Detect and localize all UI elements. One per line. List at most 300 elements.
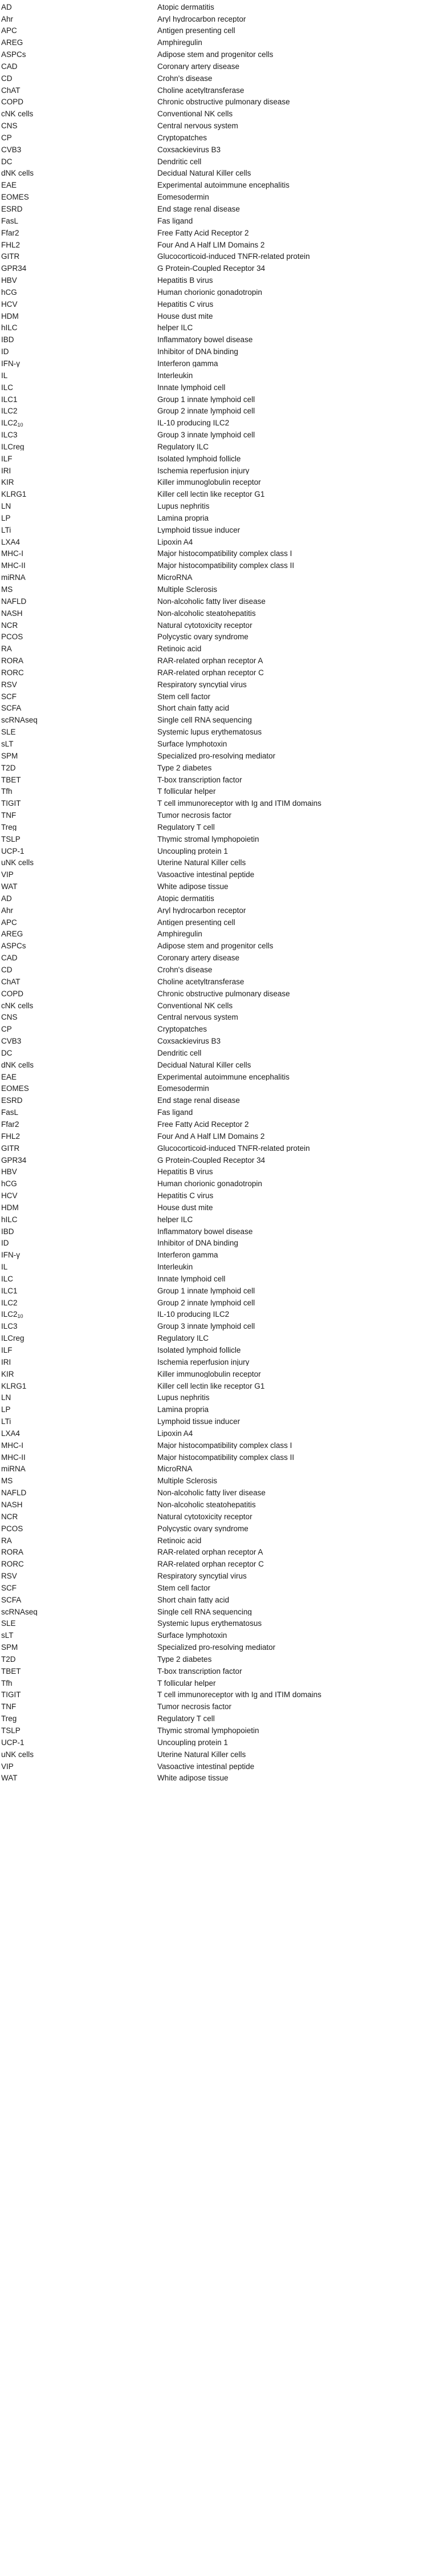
abbreviation-text: Ahr <box>1 906 14 915</box>
abbreviation-text: LN <box>1 502 11 510</box>
definition-cell: T cell immunoreceptor with Ig and ITIM domains <box>157 800 321 808</box>
table-row <box>0 1523 440 1535</box>
table-row <box>0 1000 440 1012</box>
definition-cell: Free Fatty Acid Receptor 2 <box>157 1120 249 1129</box>
table-row <box>0 679 440 691</box>
abbreviation-text: RSV <box>1 1572 17 1580</box>
table-row <box>0 1380 440 1392</box>
definition-cell: Lupus nephritis <box>157 502 210 510</box>
abbreviation-text: CAD <box>1 62 18 71</box>
abbreviation-cell <box>0 907 157 915</box>
definition-cell: Inhibitor of DNA binding <box>157 1239 238 1247</box>
table-row <box>0 1677 440 1689</box>
abbreviation-cell <box>0 1323 157 1330</box>
definition-cell: Lamina propria <box>157 514 209 522</box>
table-row <box>0 786 440 798</box>
definition-cell: Major histocompatibility complex class II <box>157 562 295 570</box>
definition-cell: Interferon gamma <box>157 1251 218 1259</box>
abbreviation-text: HCV <box>1 300 18 309</box>
table-row <box>0 1047 440 1059</box>
definition-cell: Dendritic cell <box>157 1049 202 1057</box>
abbreviation-text: ILF <box>1 455 13 463</box>
abbreviation-text: ASPCs <box>1 942 26 950</box>
table-row <box>0 1713 440 1725</box>
abbreviation-cell <box>0 146 157 154</box>
table-row <box>0 1499 440 1511</box>
table-row <box>0 132 440 144</box>
abbreviation-text: IBD <box>1 1227 14 1236</box>
definition-cell: Isolated lymphoid follicle <box>157 455 241 463</box>
abbreviation-cell <box>0 669 157 677</box>
abbreviation-text: ILC2 <box>1 1311 18 1319</box>
abbreviation-cell <box>0 1133 157 1141</box>
abbreviation-cell <box>0 1715 157 1723</box>
abbreviation-text: CVB3 <box>1 1037 22 1045</box>
abbreviation-text: NASH <box>1 609 23 618</box>
abbreviation-cell <box>0 63 157 71</box>
abbreviation-text: hCG <box>1 288 17 297</box>
definition-cell: Group 3 innate lymphoid cell <box>157 1323 255 1330</box>
abbreviation-cell <box>0 301 157 309</box>
table-row <box>0 1356 440 1368</box>
abbreviation-cell <box>0 1501 157 1509</box>
abbreviation-subscript: 10 <box>17 422 23 427</box>
abbreviation-cell <box>0 1145 157 1153</box>
abbreviation-text: FasL <box>1 1109 19 1117</box>
abbreviation-text: MHC-I <box>1 550 23 558</box>
abbreviation-text: NCR <box>1 621 18 630</box>
table-row <box>0 1333 440 1345</box>
definition-cell: Interferon gamma <box>157 359 218 368</box>
abbreviation-cell <box>0 1430 157 1438</box>
abbreviation-cell <box>0 562 157 570</box>
abbreviation-text: ESRD <box>1 205 23 213</box>
abbreviation-cell <box>0 324 157 332</box>
abbreviation-cell <box>0 1620 157 1628</box>
abbreviation-cell <box>0 895 157 903</box>
table-row <box>0 774 440 786</box>
table-row <box>0 1154 440 1166</box>
table-row <box>0 1451 440 1463</box>
abbreviation-text: T2D <box>1 764 16 772</box>
abbreviation-text: MHC-I <box>1 1441 23 1450</box>
abbreviation-cell <box>0 229 157 237</box>
abbreviation-cell <box>0 514 157 522</box>
abbreviation-cell <box>0 1275 157 1283</box>
abbreviation-text: SPM <box>1 752 18 760</box>
definition-cell: Eomesodermin <box>157 193 209 201</box>
abbreviation-cell <box>0 610 157 618</box>
abbreviation-text: ASPCs <box>1 51 26 59</box>
definition-cell: Lupus nephritis <box>157 1394 210 1402</box>
abbreviation-text: Tfh <box>1 1679 13 1687</box>
abbreviation-cell <box>0 122 157 130</box>
table-row <box>0 1559 440 1571</box>
definition-cell: Group 2 innate lymphoid cell <box>157 407 255 415</box>
table-row <box>0 1142 440 1154</box>
definition-cell: Group 1 innate lymphoid cell <box>157 395 255 404</box>
definition-cell: Hepatitis C virus <box>157 1192 214 1200</box>
definition-cell: Ischemia reperfusion injury <box>157 466 250 475</box>
definition-cell: Free Fatty Acid Receptor 2 <box>157 229 249 237</box>
table-row <box>0 334 440 346</box>
abbreviation-cell <box>0 1513 157 1521</box>
abbreviation-text: PCOS <box>1 633 23 641</box>
abbreviation-text: ILC2 <box>1 407 18 415</box>
abbreviation-text: ChAT <box>1 86 21 95</box>
abbreviation-cell <box>0 1061 157 1069</box>
abbreviation-text: CD <box>1 966 13 974</box>
abbreviation-cell <box>0 419 157 427</box>
abbreviation-cell <box>0 883 157 891</box>
abbreviation-cell <box>0 728 157 736</box>
table-row <box>0 1725 440 1737</box>
abbreviation-cell <box>0 1097 157 1105</box>
definition-cell: Lipoxin A4 <box>157 1429 193 1438</box>
abbreviation-text: ILC3 <box>1 431 18 439</box>
definition-cell: Major histocompatibility complex class I <box>157 550 292 558</box>
abbreviation-text: AREG <box>1 930 23 938</box>
abbreviation-cell <box>0 3 157 11</box>
abbreviation-cell <box>0 1216 157 1224</box>
table-row <box>0 631 440 643</box>
definition-cell: Lipoxin A4 <box>157 538 193 546</box>
abbreviation-cell <box>0 181 157 189</box>
definition-cell: Systemic lupus erythematosus <box>157 1620 262 1628</box>
abbreviation-cell <box>0 443 157 451</box>
definition-cell: Lymphoid tissue inducer <box>157 1418 241 1426</box>
abbreviation-cell <box>0 1370 157 1378</box>
definition-cell: Regulatory T cell <box>157 1715 215 1723</box>
definition-cell: Decidual Natural Killer cells <box>157 1061 251 1069</box>
table-row <box>0 251 440 263</box>
table-row <box>0 988 440 1000</box>
abbreviation-text: WAT <box>1 883 18 891</box>
table-row <box>0 1570 440 1582</box>
abbreviation-text: SLE <box>1 1620 16 1628</box>
table-row <box>0 405 440 417</box>
abbreviation-text: EAE <box>1 181 17 189</box>
definition-cell: Vasoactive intestinal peptide <box>157 1762 255 1771</box>
table-row <box>0 1547 440 1559</box>
abbreviation-text: ILC2 <box>1 1299 18 1307</box>
abbreviation-cell <box>0 800 157 808</box>
abbreviation-text: scRNAseq <box>1 716 38 724</box>
definition-cell: Four And A Half LIM Domains 2 <box>157 241 265 249</box>
abbreviation-text: LN <box>1 1394 11 1402</box>
definition-cell: Multiple Sclerosis <box>157 586 218 594</box>
table-row <box>0 524 440 536</box>
abbreviation-cell <box>0 764 157 772</box>
abbreviation-cell <box>0 526 157 534</box>
abbreviation-table-repeat <box>0 893 440 1784</box>
definition-cell: Thymic stromal lymphopoietin <box>157 835 259 843</box>
table-row <box>0 940 440 952</box>
abbreviation-cell <box>0 1406 157 1414</box>
table-row <box>0 72 440 84</box>
abbreviation-cell <box>0 1774 157 1782</box>
table-row <box>0 1285 440 1297</box>
table-row <box>0 48 440 60</box>
definition-cell: Amphiregulin <box>157 930 202 938</box>
table-row <box>0 500 440 512</box>
definition-cell: Stem cell factor <box>157 692 211 701</box>
table-row <box>0 1368 440 1380</box>
abbreviation-text: SPM <box>1 1644 18 1652</box>
table-row <box>0 904 440 916</box>
table-row <box>0 1427 440 1439</box>
definition-cell: Surface lymphotoxin <box>157 1632 227 1640</box>
abbreviation-cell <box>0 1180 157 1188</box>
abbreviation-cell <box>0 538 157 546</box>
abbreviation-text: LXA4 <box>1 1429 21 1438</box>
definition-cell: Thymic stromal lymphopoietin <box>157 1727 259 1735</box>
table-row <box>0 1309 440 1321</box>
table-row <box>0 1594 440 1606</box>
abbreviation-cell <box>0 752 157 760</box>
definition-cell: White adipose tissue <box>157 883 229 891</box>
abbreviation-text: ILC1 <box>1 1287 18 1295</box>
table-row <box>0 286 440 298</box>
table-row <box>0 916 440 928</box>
table-row <box>0 1238 440 1250</box>
abbreviation-text: NAFLD <box>1 597 27 606</box>
abbreviation-cell <box>0 169 157 177</box>
abbreviation-text: ID <box>1 1239 9 1247</box>
abbreviation-text: RORA <box>1 657 24 665</box>
definition-cell: IL-10 producing ILC2 <box>157 1311 230 1319</box>
table-row <box>0 1463 440 1475</box>
abbreviation-cell <box>0 1703 157 1711</box>
table-row <box>0 548 440 560</box>
abbreviation-text: HBV <box>1 1168 17 1176</box>
abbreviation-cell <box>0 693 157 701</box>
table-row <box>0 1118 440 1130</box>
definition-cell: End stage renal disease <box>157 1097 240 1105</box>
abbreviation-text: TNF <box>1 1703 17 1711</box>
definition-cell: Conventional NK cells <box>157 110 233 118</box>
abbreviation-cell <box>0 1394 157 1402</box>
abbreviation-cell <box>0 1644 157 1652</box>
definition-cell: Fas ligand <box>157 1109 193 1117</box>
table-row <box>0 667 440 679</box>
abbreviation-cell <box>0 1691 157 1699</box>
abbreviation-cell <box>0 289 157 297</box>
abbreviation-cell <box>0 1668 157 1676</box>
definition-cell: Human chorionic gonadotropin <box>157 1180 262 1188</box>
definition-cell: Retinoic acid <box>157 645 202 653</box>
abbreviation-text: NCR <box>1 1512 18 1521</box>
definition-cell: Adipose stem and progenitor cells <box>157 51 274 59</box>
abbreviation-text: SCFA <box>1 704 22 712</box>
abbreviation-text: hILC <box>1 1215 18 1224</box>
abbreviation-cell <box>0 1334 157 1342</box>
abbreviation-cell <box>0 1263 157 1271</box>
table-row <box>0 619 440 631</box>
abbreviation-cell <box>0 930 157 938</box>
table-row <box>0 1653 440 1665</box>
abbreviation-cell <box>0 1025 157 1033</box>
definition-cell: Crohn's disease <box>157 74 213 83</box>
abbreviation-text: VIP <box>1 871 14 879</box>
definition-cell: Uterine Natural Killer cells <box>157 859 246 867</box>
abbreviation-cell <box>0 942 157 950</box>
table-row <box>0 643 440 655</box>
abbreviation-text: ILCreg <box>1 1334 25 1342</box>
abbreviation-text: DC <box>1 157 13 166</box>
definition-cell: Group 3 innate lymphoid cell <box>157 431 255 439</box>
table-row <box>0 1630 440 1642</box>
abbreviation-text: Treg <box>1 823 17 831</box>
table-row <box>0 382 440 394</box>
definition-cell: Atopic dermatitis <box>157 3 214 11</box>
abbreviation-cell <box>0 1596 157 1604</box>
abbreviation-cell <box>0 1168 157 1176</box>
abbreviation-cell <box>0 1418 157 1426</box>
abbreviation-text: RA <box>1 1536 12 1545</box>
table-row <box>0 1024 440 1036</box>
table-row <box>0 583 440 595</box>
table-row <box>0 1226 440 1238</box>
definition-cell: Experimental autoimmune encephalitis <box>157 181 290 189</box>
table-row <box>0 274 440 286</box>
abbreviation-cell <box>0 704 157 712</box>
abbreviation-cell <box>0 277 157 285</box>
table-row <box>0 1475 440 1487</box>
abbreviation-cell <box>0 205 157 213</box>
table-row <box>0 1059 440 1071</box>
abbreviation-text: TSLP <box>1 835 21 843</box>
table-row <box>0 750 440 762</box>
table-row <box>0 607 440 619</box>
abbreviation-text: TBET <box>1 776 21 784</box>
abbreviation-cell <box>0 657 157 665</box>
table-row <box>0 370 440 382</box>
abbreviation-text: Ffar2 <box>1 229 19 237</box>
abbreviation-text: cNK cells <box>1 110 34 118</box>
table-row <box>0 192 440 204</box>
definition-cell: Coronary artery disease <box>157 62 240 71</box>
abbreviation-cell <box>0 871 157 879</box>
abbreviation-cell <box>0 253 157 261</box>
abbreviation-cell <box>0 990 157 998</box>
abbreviation-text: CP <box>1 1025 12 1033</box>
table-row <box>0 1250 440 1261</box>
definition-cell: Human chorionic gonadotropin <box>157 288 262 297</box>
table-row <box>0 1071 440 1083</box>
abbreviation-cell <box>0 1584 157 1592</box>
abbreviation-cell <box>0 490 157 498</box>
definition-cell: Dendritic cell <box>157 157 202 166</box>
definition-cell: Lamina propria <box>157 1406 209 1414</box>
abbreviation-cell <box>0 1121 157 1129</box>
abbreviation-cell <box>0 823 157 831</box>
abbreviation-text: hILC <box>1 324 18 332</box>
table-row <box>0 715 440 727</box>
definition-cell: Inflammatory bowel disease <box>157 1227 253 1236</box>
abbreviation-cell <box>0 1192 157 1200</box>
table-row <box>0 893 440 904</box>
abbreviation-text: PCOS <box>1 1524 23 1533</box>
table-row <box>0 322 440 334</box>
abbreviation-cell <box>0 978 157 986</box>
abbreviation-text: CP <box>1 133 12 142</box>
definition-cell: helper ILC <box>157 1215 193 1224</box>
abbreviation-text: CAD <box>1 954 18 962</box>
table-row <box>0 1535 440 1547</box>
table-row <box>0 477 440 489</box>
definition-cell: Innate lymphoid cell <box>157 383 226 392</box>
abbreviation-text: sLT <box>1 1632 14 1640</box>
table-row <box>0 845 440 857</box>
definition-cell: Major histocompatibility complex class II <box>157 1453 295 1462</box>
definition-cell: Killer immunoglobulin receptor <box>157 1370 261 1378</box>
definition-cell: MicroRNA <box>157 574 193 582</box>
abbreviation-cell <box>0 502 157 510</box>
table-row <box>0 168 440 180</box>
abbreviation-text: ILC <box>1 383 14 392</box>
table-row <box>0 108 440 120</box>
abbreviation-text: MHC-II <box>1 1453 26 1462</box>
abbreviation-cell <box>0 1002 157 1010</box>
definition-cell: Non-alcoholic fatty liver disease <box>157 597 266 606</box>
definition-cell: Choline acetyltransferase <box>157 86 245 95</box>
table-row <box>0 25 440 37</box>
abbreviation-text: uNK cells <box>1 859 34 867</box>
definition-cell: Fas ligand <box>157 217 193 225</box>
abbreviation-cell <box>0 467 157 475</box>
abbreviation-text: COPD <box>1 98 24 106</box>
table-row <box>0 298 440 310</box>
table-row <box>0 1404 440 1416</box>
abbreviation-text: GITR <box>1 1144 20 1153</box>
abbreviation-text: IBD <box>1 336 14 344</box>
abbreviation-cell <box>0 1560 157 1568</box>
abbreviation-cell <box>0 954 157 962</box>
abbreviation-text: cNK cells <box>1 1001 34 1010</box>
definition-cell: MicroRNA <box>157 1465 193 1473</box>
abbreviation-text: uNK cells <box>1 1750 34 1759</box>
definition-cell: Specialized pro-resolving mediator <box>157 752 276 760</box>
abbreviation-text: Ahr <box>1 15 14 23</box>
definition-cell: Uterine Natural Killer cells <box>157 1750 246 1759</box>
abbreviation-cell <box>0 1049 157 1057</box>
abbreviation-cell <box>0 1358 157 1366</box>
definition-cell: Short chain fatty acid <box>157 704 230 712</box>
table-row <box>0 1511 440 1523</box>
abbreviation-text: TBET <box>1 1667 21 1676</box>
table-row <box>0 1737 440 1749</box>
table-row <box>0 1689 440 1701</box>
table-row <box>0 976 440 988</box>
abbreviation-cell <box>0 1525 157 1533</box>
abbreviation-cell <box>0 1739 157 1747</box>
abbreviation-cell <box>0 1572 157 1580</box>
definition-cell: Respiratory syncytial virus <box>157 1572 247 1580</box>
abbreviation-text: HBV <box>1 277 17 285</box>
table-row <box>0 1582 440 1594</box>
abbreviation-text: Treg <box>1 1715 17 1723</box>
abbreviation-cell <box>0 776 157 784</box>
table-row <box>0 1273 440 1285</box>
definition-cell: Major histocompatibility complex class I <box>157 1441 292 1450</box>
abbreviation-cell <box>0 859 157 867</box>
definition-cell: Systemic lupus erythematosus <box>157 728 262 736</box>
abbreviation-cell <box>0 1346 157 1354</box>
definition-cell: Killer immunoglobulin receptor <box>157 478 261 486</box>
table-row <box>0 263 440 275</box>
abbreviation-text: RA <box>1 645 12 653</box>
